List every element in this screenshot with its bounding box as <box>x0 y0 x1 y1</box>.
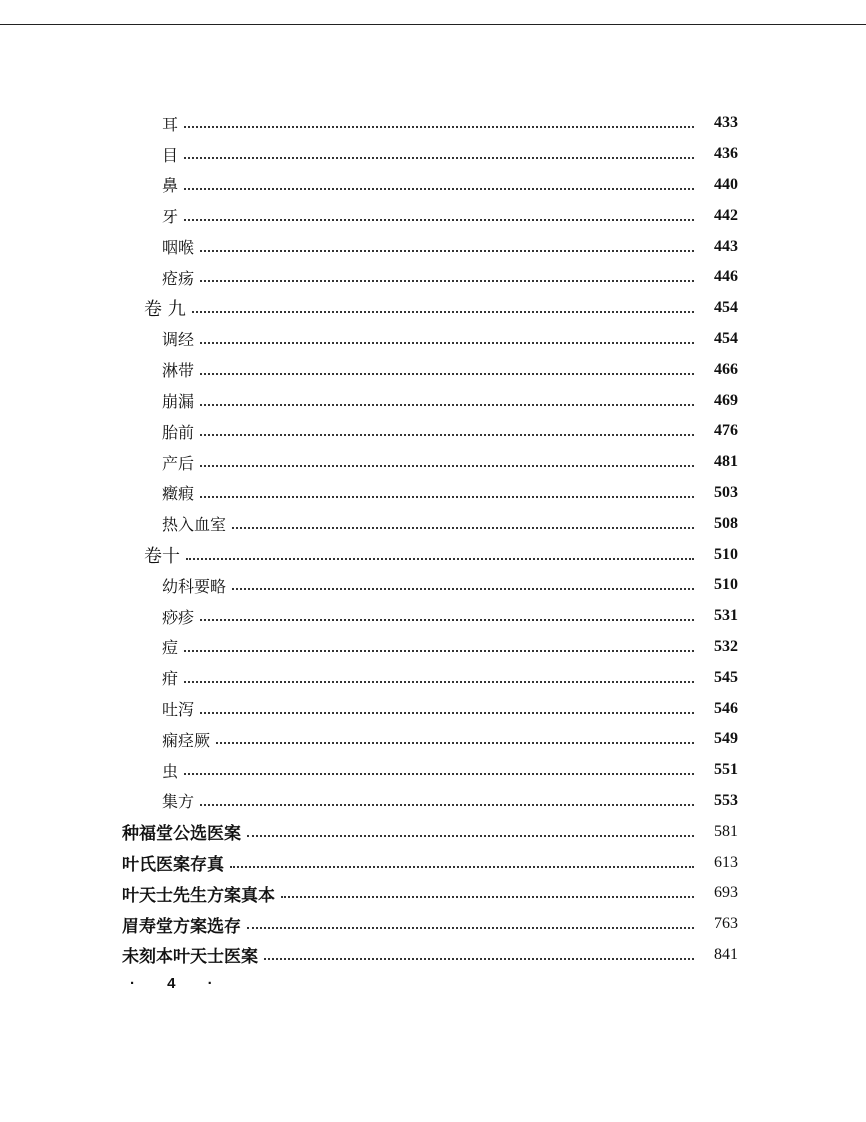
toc-entry-title: 产后 <box>162 453 195 473</box>
toc-entry-title: 叶氏医案存真 <box>122 855 224 876</box>
toc-entry[interactable] <box>162 786 738 817</box>
toc-entry[interactable] <box>144 539 738 570</box>
toc-entry-page: 508 <box>714 514 738 532</box>
dot-leader <box>200 250 694 252</box>
toc-entry[interactable] <box>162 693 738 724</box>
dot-leader <box>232 588 694 590</box>
toc-entry-page: 545 <box>714 668 738 686</box>
toc-entry-page: 469 <box>714 391 738 409</box>
toc-entry-page: 581 <box>714 822 738 840</box>
table-of-contents <box>0 108 866 970</box>
toc-entry[interactable] <box>122 847 738 878</box>
dot-leader <box>200 404 694 406</box>
toc-entry-page: 433 <box>714 114 738 132</box>
dot-leader <box>184 157 694 159</box>
toc-entry-page: 763 <box>714 915 738 933</box>
toc-entry-page: 503 <box>714 483 738 501</box>
toc-entry-title: 吐泻 <box>162 700 195 720</box>
toc-entry-title: 耳 <box>162 114 179 134</box>
toc-entry-title: 集方 <box>162 792 195 812</box>
toc-entry[interactable] <box>162 385 738 416</box>
toc-entry[interactable] <box>162 108 738 139</box>
toc-entry-title: 牙 <box>162 207 179 227</box>
toc-entry-title: 疳 <box>162 669 179 689</box>
toc-entry[interactable] <box>162 170 738 201</box>
toc-entry-page: 440 <box>714 175 738 193</box>
toc-entry-page: 510 <box>714 545 738 563</box>
toc-entry-title: 虫 <box>162 761 179 781</box>
toc-entry-title: 热入血室 <box>162 515 227 535</box>
toc-entry-title: 叶天士先生方案真本 <box>122 885 275 906</box>
toc-entry-page: 476 <box>714 422 738 440</box>
dot-leader <box>200 712 694 714</box>
dot-leader <box>281 896 694 898</box>
dot-leader <box>184 650 694 652</box>
toc-entry[interactable] <box>162 447 738 478</box>
toc-entry[interactable] <box>122 940 738 971</box>
toc-entry-page: 551 <box>714 761 738 779</box>
toc-entry-page: 454 <box>714 329 738 347</box>
toc-entry-page: 532 <box>714 637 738 655</box>
toc-entry-page: 693 <box>714 884 738 902</box>
toc-entry[interactable] <box>162 508 738 539</box>
page-number: · 4 · <box>130 975 227 992</box>
toc-entry-title: 幼科要略 <box>162 576 227 596</box>
dot-leader <box>186 558 694 560</box>
toc-entry-page: 549 <box>714 730 738 748</box>
toc-entry-page: 510 <box>714 576 738 594</box>
dot-leader <box>200 804 694 806</box>
toc-entry-title: 癥瘕 <box>162 484 195 504</box>
toc-entry-page: 841 <box>714 945 738 963</box>
toc-entry-title: 目 <box>162 145 179 165</box>
toc-entry-title: 痫痉厥 <box>162 730 211 750</box>
toc-entry[interactable] <box>122 909 738 940</box>
dot-leader <box>200 373 694 375</box>
toc-entry[interactable] <box>162 324 738 355</box>
toc-entry[interactable] <box>162 601 738 632</box>
toc-entry-page: 466 <box>714 360 738 378</box>
toc-entry[interactable] <box>162 354 738 385</box>
toc-entry-title: 淋带 <box>162 361 195 381</box>
dot-leader <box>184 681 694 683</box>
dot-leader <box>216 742 694 744</box>
toc-entry-page: 442 <box>714 206 738 224</box>
toc-entry[interactable] <box>162 632 738 663</box>
toc-entry[interactable] <box>144 293 738 324</box>
toc-entry[interactable] <box>162 570 738 601</box>
toc-entry-page: 436 <box>714 145 738 163</box>
toc-entry[interactable] <box>162 262 738 293</box>
dot-leader <box>200 465 694 467</box>
toc-entry[interactable] <box>162 724 738 755</box>
toc-entry-page: 446 <box>714 268 738 286</box>
toc-entry[interactable] <box>162 231 738 262</box>
dot-leader <box>264 958 694 960</box>
dot-leader <box>230 866 694 868</box>
dot-leader <box>247 835 694 837</box>
toc-entry-title: 卷十 <box>144 545 180 567</box>
dot-leader <box>200 342 694 344</box>
toc-entry-title: 卷 九 <box>144 299 186 321</box>
dot-leader <box>184 219 694 221</box>
toc-entry-page: 613 <box>714 853 738 871</box>
toc-entry-title: 胎前 <box>162 422 195 442</box>
dot-leader <box>184 188 694 190</box>
top-rule <box>0 24 866 25</box>
dot-leader <box>184 126 694 128</box>
toc-entry-title: 未刻本叶天士医案 <box>122 947 258 968</box>
toc-entry-page: 454 <box>714 299 738 317</box>
toc-entry[interactable] <box>122 816 738 847</box>
toc-entry-page: 531 <box>714 607 738 625</box>
toc-entry-title: 种福堂公选医案 <box>122 824 241 845</box>
toc-entry-title: 眉寿堂方案选存 <box>122 916 241 937</box>
toc-entry-title: 鼻 <box>162 176 179 196</box>
dot-leader <box>200 496 694 498</box>
dot-leader <box>192 311 694 313</box>
toc-entry-title: 咽喉 <box>162 238 195 258</box>
toc-entry[interactable] <box>122 878 738 909</box>
toc-entry-page: 553 <box>714 791 738 809</box>
toc-entry-page: 546 <box>714 699 738 717</box>
toc-entry-title: 疮疡 <box>162 268 195 288</box>
toc-entry-title: 崩漏 <box>162 392 195 412</box>
toc-entry[interactable] <box>162 662 738 693</box>
toc-entry[interactable] <box>162 478 738 509</box>
toc-entry[interactable] <box>162 139 738 170</box>
toc-entry-page: 443 <box>714 237 738 255</box>
dot-leader <box>200 434 694 436</box>
toc-entry-title: 痘 <box>162 638 179 658</box>
toc-entry-title: 痧疹 <box>162 607 195 627</box>
dot-leader <box>247 927 694 929</box>
toc-entry[interactable] <box>162 416 738 447</box>
toc-entry-page: 481 <box>714 453 738 471</box>
dot-leader <box>200 619 694 621</box>
dot-leader <box>200 280 694 282</box>
dot-leader <box>232 527 694 529</box>
toc-entry-title: 调经 <box>162 330 195 350</box>
toc-entry[interactable] <box>162 200 738 231</box>
dot-leader <box>184 773 694 775</box>
toc-entry[interactable] <box>162 755 738 786</box>
